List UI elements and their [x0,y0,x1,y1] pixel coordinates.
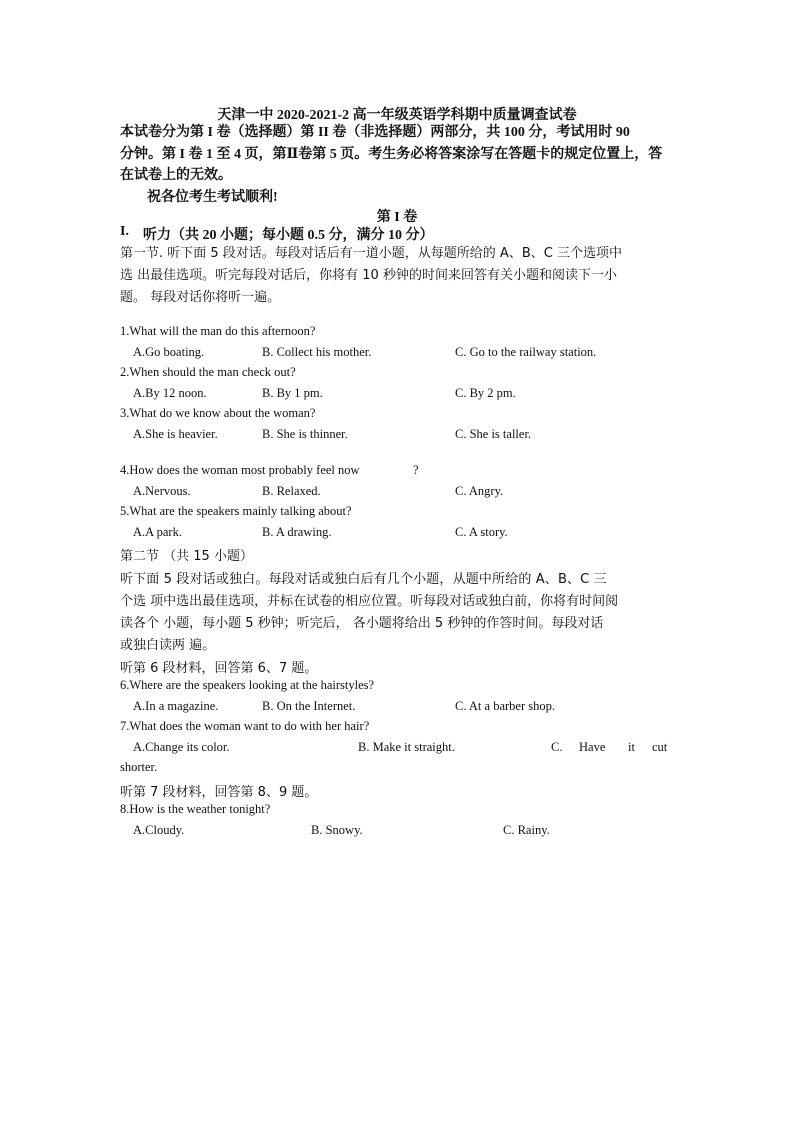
q7-option-c-word-3: cut [652,740,668,754]
q7-option-c-label: C. [551,740,563,754]
section1-line-1: 第一节. 听下面 5 段对话。每段对话后有一道小题，从每题所给的 A、B、C 三个选项中 [120,246,622,261]
section1-line-3: 题。 每段对话你将听一遍。 [120,290,281,305]
intro-line-1: 本试卷分为第 I 卷（选择题）第 II 卷（非选择题）两部分，共 100 分，考试用时 90 [120,125,630,140]
question-6: 6.Where are the speakers looking at the hairstyles? [120,678,375,692]
q5-option-b: B. A drawing. [262,525,332,539]
volume-heading: 第 I 卷 [376,210,418,225]
q7-option-c-word-2: it [628,740,635,754]
section1-line-2: 选 出最佳选项。听完每段对话后，你将有 10 秒钟的时间来回答有关小题和阅读下一小 [120,268,617,283]
q8-option-c: C. Rainy. [503,823,550,837]
q8-option-a: A.Cloudy. [133,823,185,837]
q3-option-a: A.She is heavier. [133,427,218,441]
q3-option-b: B. She is thinner. [262,427,348,441]
question-7: 7.What does the woman want to do with her hair? [120,719,370,733]
q5-option-a: A.A park. [133,525,182,539]
q4-option-c: C. Angry. [455,484,504,498]
q6-option-b: B. On the Internet. [262,699,356,713]
q8-option-b: B. Snowy. [311,823,363,837]
question-2: 2.When should the man check out? [120,365,296,379]
q7-option-c-word-4: shorter. [120,760,158,774]
q7-option-a: A.Change its color. [133,740,230,754]
wish-line: 祝各位考生考试顺利! [147,190,278,205]
q2-option-b: B. By 1 pm. [262,386,323,400]
question-5: 5.What are the speakers mainly talking about? [120,504,352,518]
q4-option-b: B. Relaxed. [262,484,321,498]
q1-option-c: C. Go to the railway station. [455,345,597,359]
part-heading: 听力（共 20 小题；每小题 0.5 分，满分 10 分） [143,228,434,243]
part-number: I. [120,224,129,239]
q1-option-a: A.Go boating. [133,345,205,359]
exam-title: 天津一中 2020-2021-2 高一年级英语学科期中质量调查试卷 [217,108,577,123]
q6-option-a: A.In a magazine. [133,699,219,713]
q2-option-a: A.By 12 noon. [133,386,207,400]
material-6-7: 听第 6 段材料，回答第 6、7 题。 [120,661,318,676]
q7-option-b: B. Make it straight. [358,740,455,754]
intro-line-3: 在试卷上的无效。 [120,168,232,183]
section2-line-2: 个选 项中选出最佳选项，并标在试卷的相应位置。听每段对话或独白前，你将有时间阅 [120,594,619,609]
section2-title: 第二节 （共 15 小题） [120,549,253,564]
question-4: 4.How does the woman most probably feel now [120,463,360,477]
q5-option-c: C. A story. [455,525,508,539]
intro-paragraph [120,122,680,143]
intro-line-2: 分钟。第 I 卷 1 至 4 页，第Ⅱ卷第 5 页。考生务必将答案涂写在答题卡的规定位置上，答 [120,147,663,162]
q2-option-c: C. By 2 pm. [455,386,516,400]
section2-line-1: 听下面 5 段对话或独白。每段对话或独白后有几个小题，从题中所给的 A、B、C 三 [120,572,607,587]
question-8: 8.How is the weather tonight? [120,802,271,816]
section2-line-3: 读各个 小题，每小题 5 秒钟；听完后， 各小题将给出 5 秒钟的作答时间。每段对话 [120,616,604,631]
question-3: 3.What do we know about the woman? [120,406,316,420]
material-8-9: 听第 7 段材料，回答第 8、9 题。 [120,785,318,800]
q4-option-a: A.Nervous. [133,484,191,498]
q3-option-c: C. She is taller. [455,427,532,441]
q6-option-c: C. At a barber shop. [455,699,555,713]
q1-option-b: B. Collect his mother. [262,345,372,359]
question-4-mark: ? [413,463,419,477]
question-1: 1.What will the man do this afternoon? [120,324,316,338]
section2-line-4: 或独白读两 遍。 [120,638,216,653]
q7-option-c-word-1: Have [579,740,606,754]
